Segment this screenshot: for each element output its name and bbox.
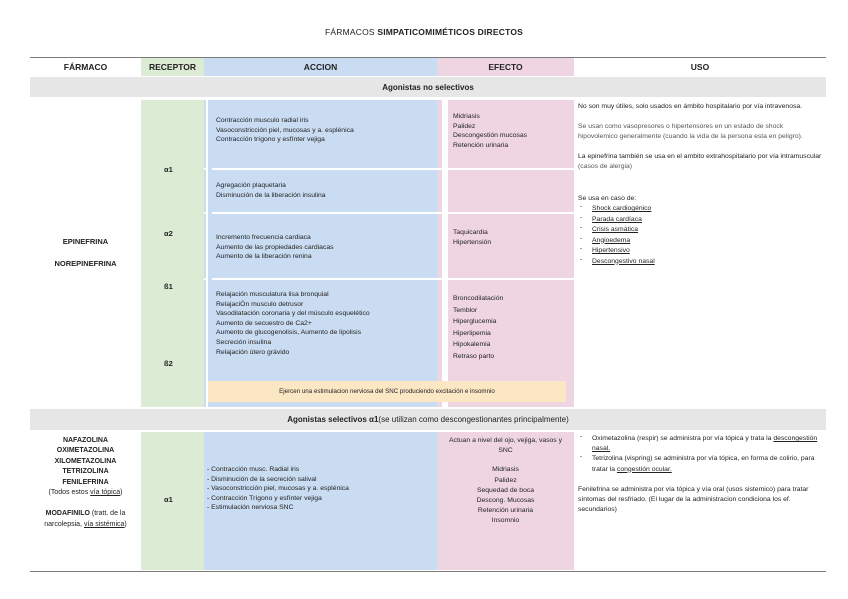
note-underlined: vía tópica — [90, 489, 121, 497]
receptor-beta1: ß1 — [164, 282, 173, 291]
title-prefix: FÁRMACOS — [325, 27, 375, 37]
section-selectivos-a1 — [30, 409, 826, 430]
accion-a1-list — [216, 116, 434, 145]
efecto-item: Palidez — [453, 122, 476, 130]
efecto-item: Midriasis — [453, 113, 480, 120]
uso-list-item: - Hipertensivo — [578, 246, 824, 257]
uso2-underlined: descongestión nasal. — [592, 435, 818, 453]
header-receptor: RECEPTOR — [141, 58, 204, 76]
uso2-item — [578, 454, 826, 474]
snc-note: Ejercen una estimulacion nerviosa del SNC produciendo excitación e insomnio — [208, 381, 566, 402]
divider — [442, 100, 448, 407]
uso-text: La epinefrina también se usa en el ambito extrahospitalario por vía intramuscular — [578, 152, 822, 160]
drug-epinefrina: EPINEFRINA — [62, 237, 109, 246]
accion-item: Relajación musculatura lisa bronquial — [216, 291, 329, 298]
accion-item: - Vasoconstricción piel, mucosas y a. esplénica — [207, 485, 349, 493]
uso-list-item: - Angioedema — [578, 236, 824, 247]
accion-b2-list — [216, 290, 436, 357]
accion-item: Agregación plaquetaria — [216, 182, 286, 189]
efecto-item: Hiperlipemia — [453, 329, 491, 337]
efecto-item: Hipertensión — [453, 238, 492, 246]
section2-title-rest: (se utilizan como descongestionantes principalmente) — [378, 415, 569, 424]
drug-name: MODAFINILO — [45, 510, 90, 518]
uso-paragraph — [578, 152, 824, 173]
receptor-alpha2: α2 — [164, 229, 173, 238]
title-bold: SIMPATICOMIMÉTICOS DIRECTOS — [377, 27, 523, 37]
accion-list-2 — [207, 465, 435, 513]
note-text: (tratt. de la narcolepsia, — [44, 510, 126, 528]
section-no-selectivos: Agonistas no selectivos — [30, 77, 826, 97]
efecto-item: Hiperglucemia — [453, 318, 497, 325]
efecto-item: Sequedad de boca — [476, 486, 535, 494]
efecto-item: Temblor — [453, 306, 478, 314]
drug-name: NAFAZOLINA — [62, 437, 109, 444]
accion-item: Disminución de la liberación insulina — [216, 191, 326, 199]
header-efecto: EFECTO — [437, 58, 574, 76]
uso2-item — [578, 434, 826, 454]
section2-title-bold: Agonistas selectivos α1 — [287, 415, 379, 424]
drug-norepinefrina: NOREPINEFRINA — [54, 259, 117, 268]
header-uso: USO — [690, 62, 710, 72]
efecto-item: Broncodilatación — [453, 295, 504, 302]
uso-paragraph: No son muy útiles, solo usados en ámbito hospitalario por vía intravenosa. — [578, 103, 803, 110]
drug-name: FENILEFRINA — [62, 478, 109, 486]
efecto-item: Taquicardia — [453, 229, 488, 236]
drug-note — [30, 488, 141, 498]
accion-item: Aumento de las propiedades cardiacas — [216, 243, 334, 251]
accion-item: - Contracción Trígono y esfínter vejiga — [207, 494, 322, 502]
accion-item: Contracción musculo radial iris — [216, 117, 309, 124]
accion-item: Incremento frecuencia cardiaca — [216, 234, 311, 241]
uso-list-item: - Parada cardíaca — [578, 215, 824, 226]
uso-paragraph: Se usa en caso de: — [578, 194, 637, 202]
accion-item: - Disminución de la secreción salival — [207, 475, 317, 483]
accion-b1-list — [216, 233, 434, 262]
divider — [204, 168, 574, 170]
accion-item: Vasodilatación coronaria y del músculo esquelético — [216, 310, 370, 318]
efecto-item: Insomnio — [491, 517, 520, 525]
drug-name: TETRIZOLINA — [62, 468, 109, 476]
efecto-b2-list — [453, 293, 573, 362]
uso2-paragraph: Fenilefrina se administra por vía tópica y vía oral (usos sistemico) para tratar síntomas del resfriado. (El lugar de la administracion condiciona los ef. secundarios) — [578, 485, 809, 514]
note-text: (Todos estos — [48, 489, 91, 497]
uso-text-muted: (casos de alergia) — [578, 163, 633, 170]
uso2-underlined: congestión ocular. — [616, 465, 672, 473]
drug-names-2 — [30, 436, 141, 530]
efecto-item: Retraso parto — [453, 352, 495, 360]
accion-item: Aumento de secuestro de Ca2+ — [216, 319, 312, 327]
divider — [204, 278, 574, 280]
accion-item: - Contracción musc. Radial iris — [207, 466, 300, 473]
efecto-item: Midriasis — [492, 466, 519, 474]
table-bottom-rule — [30, 571, 826, 572]
drug-modafinilo — [30, 509, 141, 530]
efecto-item: Descong. Mucosas — [476, 497, 535, 505]
drug-names-1 — [30, 237, 141, 268]
receptor-alpha1: α1 — [164, 165, 173, 174]
note-underlined: vía sistémica — [83, 520, 125, 528]
note-text: ) — [120, 489, 123, 497]
accion-item: Secreción insulina — [216, 338, 272, 346]
efecto-item: Palidez — [494, 476, 517, 484]
efecto-item: Retención urinaria — [477, 507, 534, 515]
uso-list-item: - Descongestivo nasal — [578, 257, 824, 268]
uso-2 — [578, 434, 826, 515]
accion-item: - Estimulación nerviosa SNC — [207, 504, 294, 512]
uso2-list — [578, 434, 826, 475]
accion-item: Relajación útero grávido — [216, 348, 290, 356]
uso2-text: Oximetazolina (respir) se administra por vía tópica y trata la — [592, 435, 774, 442]
efecto-list-2 — [439, 436, 572, 527]
accion-item: Vasoconstricción piel, mucosas y a. esplénica — [216, 126, 354, 134]
divider — [204, 212, 574, 214]
uso-list — [578, 204, 824, 267]
receptor-beta2: ß2 — [164, 359, 173, 368]
uso-list-item: - Shock cardiogénico — [578, 204, 824, 215]
header-accion: ACCION — [204, 58, 437, 76]
efecto-b1-list — [453, 228, 573, 247]
efecto-item: Hipokalemia — [453, 341, 491, 348]
efecto-item: Retención urinaria — [453, 141, 509, 149]
efecto-intro: Actuan a nivel del ojo, vejiga, vasos y SNC — [449, 437, 562, 455]
uso-1 — [578, 102, 824, 267]
header-farmaco: FÁRMACO — [63, 62, 108, 72]
accion-item: Aumento de la liberación renina — [216, 253, 312, 261]
uso-paragraph: Se usan como vasopresores o hipertensores en un estado de shock hipovolemico generalmente (cuando la vida de la persona esta en peligro). — [578, 122, 803, 140]
efecto-item: Descongestión mucosas — [453, 132, 528, 140]
accion-item: Contracción trígono y esfínter vejiga — [216, 136, 325, 144]
uso-list-item: - Crisis asmática — [578, 225, 824, 236]
efecto-a1-list — [453, 112, 573, 150]
accion-item: Aumento de glucogenolisis, Aumento de lipolisis — [216, 329, 362, 337]
document-title — [0, 27, 848, 37]
divider — [208, 100, 212, 407]
drug-name: OXIMETAZOLINA — [56, 447, 115, 455]
receptor-alpha1-selective: α1 — [164, 495, 173, 504]
uso2-text: Tetrizolina (vispring) se administra por vía tópica, en forma de colirio, para tratar la — [592, 455, 815, 473]
accion-item: RelajaciÓn musculo detrusor — [216, 300, 304, 308]
note-text: ) — [124, 520, 127, 528]
accion-a2-list — [216, 181, 434, 200]
drug-name: XILOMETAZOLINA — [54, 457, 117, 465]
